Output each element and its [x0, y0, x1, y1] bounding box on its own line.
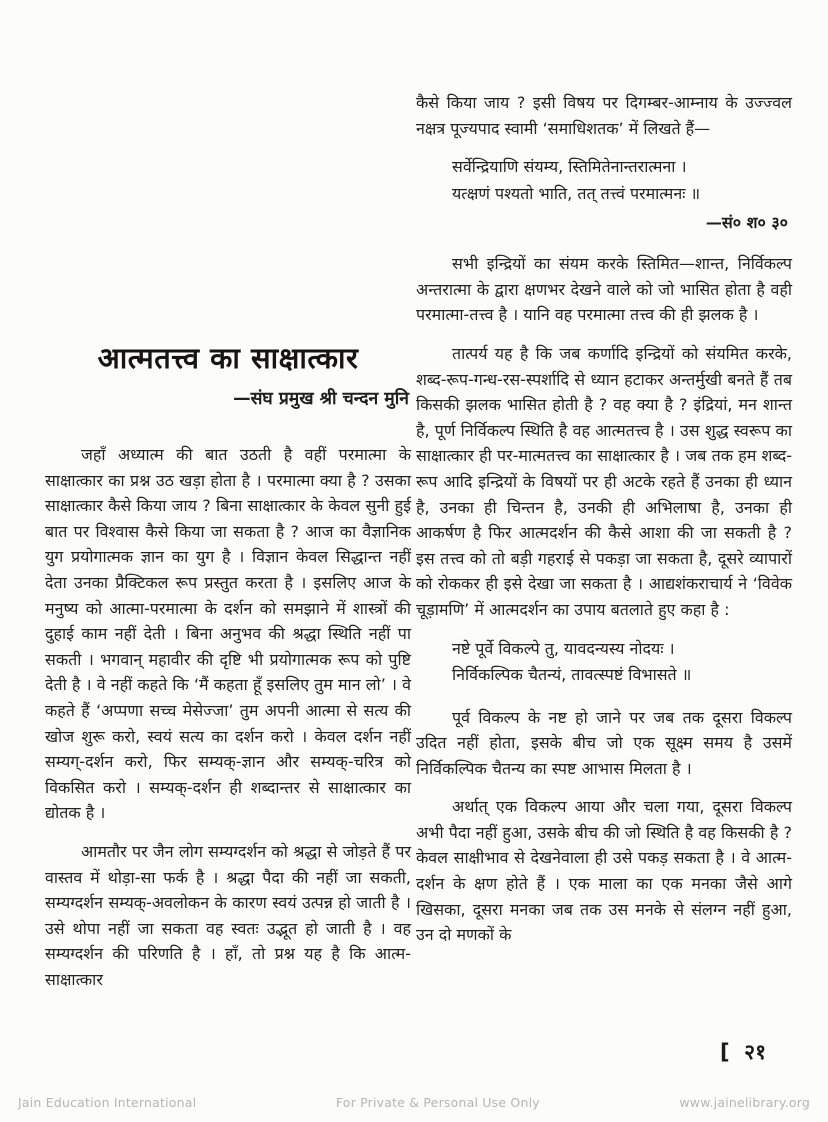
verse-2-line-2: निर्विकल्पिक चैतन्यं, तावत्स्पष्टं विभासते ॥ — [452, 665, 692, 684]
right-column — [416, 90, 792, 948]
footer-website-url: www.jainelibrary.org — [679, 1095, 810, 1110]
verse-2-line-1: नष्टे पूर्वे विकल्पे तु, यावदन्यस्य नोदयः । — [452, 638, 675, 658]
right-paragraph-3: तात्पर्य यह है कि जब कर्णादि इन्द्रियों को संयमित करके, शब्द-रूप-गन्ध-रस-स्पर्शादि से ध्यान हटाकर अन्तर्मुखी बनते हैं तब किसकी झलक भासित होती है ? वह क्या है ? इंद्रियां, मन शान्त है, पूर्ण निर्विकल्प स्थिति है वह आत्मतत्त्व है । उस शुद्ध स्वरूप का साक्षात्कार ही पर-मात्मतत्त्व का साक्षात्कार है । जब तक हम शब्द-रूप आदि इन्द्रियों के विषयों पर ही अटके रहते हैं उनका ही ध्यान है, उनका ही चिन्तन है, उनकी ही अभिलाषा है, उनका ही आकर्षण है फिर आत्मदर्शन की कैसे आशा की जा सकती है ? इस तत्त्व को तो बड़ी गहराई से पकड़ा जा सकता है, दूसरे व्यापारों को रोककर ही इसे देखा जा सकता है । आद्यशंकराचार्य ने ‘विवेक चूड़ामणि’ में आत्मदर्शन का उपाय बतलाते हुए कहा है : — [416, 343, 792, 619]
left-column — [45, 340, 411, 992]
verse-1-line-1: सर्वेन्द्रियाणि संयम्य, स्तिमितेनान्तरात्मना । — [452, 157, 687, 177]
scan-footer — [0, 1095, 828, 1110]
page-number: [ २१ — [719, 1040, 766, 1064]
sanskrit-verse-1 — [452, 154, 792, 207]
verse-1-source: —सं० श० ३० — [705, 213, 788, 233]
right-paragraph-1: कैसे किया जाय ? इसी विषय पर दिगम्बर-आम्नाय के उज्ज्वल नक्षत्र पूज्यपाद स्वामी ‘समाधिशतक’ में लिखते हैं— — [416, 93, 792, 138]
verse-1-line-2: यत्क्षणं पश्यतो भाति, तत् तत्त्वं परमात्मनः ॥ — [452, 183, 701, 203]
left-paragraph-1: जहाँ अध्यात्म की बात उठती है वहीं परमात्मा के साक्षात्कार का प्रश्न उठ खड़ा होता है । परमात्मा क्या है ? उसका साक्षात्कार कैसे किया जाय ? बिना साक्षात्कार के केवल सुनी हुई बात पर विश्वास कैसे किया जा सकता है ? आज का वैज्ञानिक युग प्रयोगात्मक ज्ञान का युग है । विज्ञान केवल सिद्धान्त नहीं देता उनका प्रैक्टिकल रूप प्रस्तुत करता है । इसलिए आज के मनुष्य को आत्मा-परमात्मा के दर्शन को समझाने में शास्त्रों की दुहाई काम नहीं देती । बिना अनुभव की श्रद्धा स्थिति नहीं पा सकती । भगवान् महावीर की दृष्टि भी प्रयोगात्मक रूप को पुष्टि देती है । वे नहीं कहते कि ‘मैं कहता हूँ इसलिए तुम मान लो’ । वे कहते हैं ‘अप्पणा सच्च मेसेज्जा’ तुम अपनी आत्मा से सत्य की खोज शुरू करो, स्वयं सत्य का दर्शन करो । केवल दर्शन नहीं सम्यग्-दर्शन करो, फिर सम्यक्-ज्ञान और सम्यक्-चरित्र को विकसित करो । सम्यक्-दर्शन ही शब्दान्तर से साक्षात्कार का द्योतक है । — [45, 445, 411, 823]
article-title: आत्मतत्त्व का साक्षात्कार — [97, 341, 359, 375]
article-byline: —संघ प्रमुख श्री चन्दन मुनि — [233, 389, 409, 409]
footer-usage-notice: For Private & Personal Use Only — [335, 1095, 540, 1110]
right-paragraph-4: पूर्व विकल्प के नष्ट हो जाने पर जब तक दूसरा विकल्प उदित नहीं होता, इसके बीच जो एक सूक्ष्म समय है उसमें निर्विकल्पिक चैतन्य का स्पष्ट आभास मिलता है । — [416, 707, 792, 778]
footer-publisher: Jain Education International — [18, 1095, 197, 1110]
right-paragraph-2: सभी इन्द्रियों का संयम करके स्तिमित—शान्त, निर्विकल्प अन्तरात्मा के द्वारा क्षणभर देखने वाले को जो भासित होता है वही परमात्मा-तत्त्व है । यानि वह परमात्मा तत्त्व की ही झलक है । — [416, 254, 792, 325]
left-paragraph-2: आमतौर पर जैन लोग सम्यग्दर्शन को श्रद्धा से जोड़ते हैं पर वास्तव में थोड़ा-सा फर्क है । श्रद्धा पैदा की नहीं जा सकती, सम्यग्दर्शन सम्यक्-अवलोकन के कारण स्वयं उत्पन्न हो जाती है । उसे थोपा नहीं जा सकता वह स्वतः उद्भूत हो जाती है । वह सम्यग्दर्शन की परिणति है । हाँ, तो प्रश्न यह है कि आत्म-साक्षात्कार — [45, 841, 411, 989]
sanskrit-verse-2 — [452, 636, 792, 689]
right-paragraph-5: अर्थात् एक विकल्प आया और चला गया, दूसरा विकल्प अभी पैदा नहीं हुआ, उसके बीच की जो स्थिति है वह किसकी है ? केवल साक्षीभाव से देखनेवाला ही उसे पकड़ सकता है । वे आत्म-दर्शन के क्षण होते हैं । एक माला का एक मनका जैसे आगे खिसका, दूसरा मनका जब तक उस मनके से संलग्न नहीं हुआ, उन दो मणकों के — [416, 797, 792, 945]
